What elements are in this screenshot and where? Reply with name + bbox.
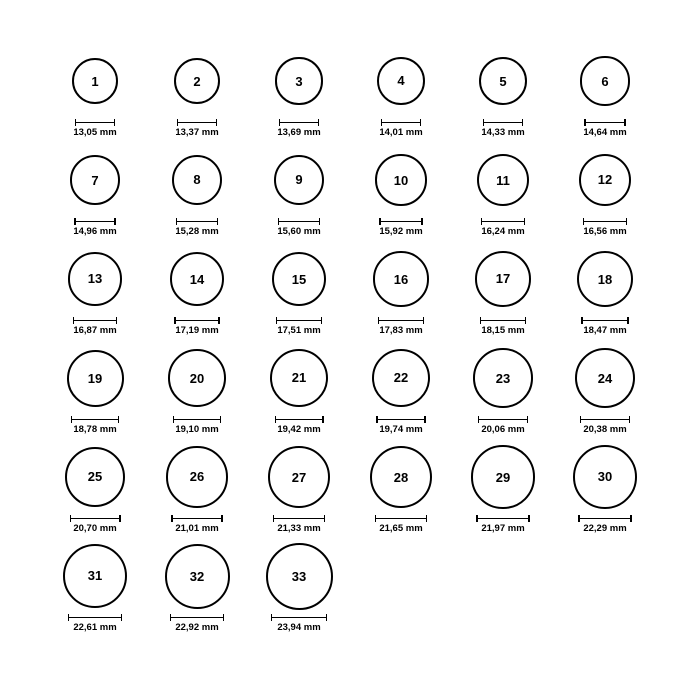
diameter-measure [175, 119, 218, 138]
diameter-label: 20,70 mm [73, 523, 117, 534]
diameter-measure [171, 515, 223, 534]
ring-circle-wrap [473, 341, 533, 415]
ring-circle [72, 58, 118, 104]
ring-size-number: 19 [87, 370, 103, 386]
diameter-label: 18,15 mm [481, 325, 525, 336]
ring-circle-wrap [579, 143, 632, 217]
ring-size-number: 11 [496, 172, 510, 188]
diameter-measure [476, 515, 529, 534]
ring-size-number: 12 [597, 172, 613, 188]
ring-circle-wrap [274, 143, 325, 217]
ring-circle-wrap [174, 44, 221, 118]
ring-size-cell [44, 44, 146, 143]
measure-bar-icon [71, 416, 119, 423]
measure-bar-icon [578, 515, 632, 522]
diameter-label: 21,65 mm [379, 523, 423, 534]
ring-size-number: 29 [495, 469, 511, 485]
diameter-label: 20,38 mm [583, 424, 627, 435]
measure-bar-icon [379, 218, 422, 225]
ring-size-cell [452, 242, 554, 341]
ring-size-number: 4 [397, 73, 405, 89]
measure-bar-icon [584, 119, 625, 126]
ring-circle [266, 543, 333, 610]
ring-size-number: 13 [87, 271, 103, 287]
diameter-label: 15,60 mm [277, 226, 321, 237]
diameter-measure [71, 416, 119, 435]
ring-circle [375, 154, 427, 206]
diameter-label: 15,92 mm [379, 226, 423, 237]
ring-circle [67, 350, 124, 407]
measure-bar-icon [278, 218, 321, 225]
ring-circle-wrap [67, 341, 124, 415]
ring-circle-wrap [372, 341, 431, 415]
ring-circle [477, 154, 529, 206]
ring-circle-wrap [63, 539, 127, 613]
measure-bar-icon [480, 317, 527, 324]
ring-size-number: 26 [189, 469, 205, 485]
diameter-label: 16,24 mm [481, 226, 525, 237]
diameter-label: 17,51 mm [277, 325, 321, 336]
diameter-measure [174, 317, 219, 336]
diameter-label: 21,33 mm [277, 523, 321, 534]
ring-circle [170, 252, 224, 306]
diameter-label: 22,61 mm [73, 622, 117, 633]
ring-size-cell [452, 440, 554, 539]
ring-size-cell [44, 143, 146, 242]
ring-circle-wrap [268, 440, 330, 514]
measure-bar-icon [74, 218, 116, 225]
ring-circle [68, 252, 121, 305]
ring-circle-wrap [166, 440, 227, 514]
ring-circle [579, 154, 632, 207]
diameter-measure [277, 218, 320, 237]
diameter-measure [581, 317, 628, 336]
measure-bar-icon [276, 317, 322, 324]
ring-circle-wrap [168, 341, 226, 415]
ring-circle-wrap [471, 440, 534, 514]
ring-size-cell [452, 143, 554, 242]
measure-bar-icon [173, 416, 221, 423]
ring-size-number: 14 [189, 271, 205, 287]
diameter-measure [73, 119, 116, 138]
ring-circle [174, 58, 221, 105]
ring-size-number: 16 [393, 271, 409, 287]
ring-size-cell [350, 143, 452, 242]
ring-size-cell [44, 341, 146, 440]
diameter-label: 20,06 mm [481, 424, 525, 435]
ring-size-number: 27 [291, 469, 307, 485]
diameter-measure [583, 218, 627, 237]
ring-circle-wrap [370, 440, 433, 514]
ring-circle-wrap [479, 44, 528, 118]
ring-size-number: 33 [291, 568, 307, 584]
diameter-measure [375, 515, 428, 534]
diameter-measure [275, 416, 324, 435]
measure-bar-icon [73, 317, 118, 324]
ring-circle-wrap [580, 44, 629, 118]
diameter-measure [271, 614, 327, 633]
ring-circle-wrap [577, 242, 634, 316]
diameter-measure [170, 614, 225, 633]
measure-bar-icon [177, 119, 217, 126]
measure-bar-icon [176, 218, 218, 225]
ring-size-cell [146, 440, 248, 539]
ring-size-cell [44, 242, 146, 341]
ring-circle-wrap [70, 143, 120, 217]
ring-size-cell [146, 341, 248, 440]
diameter-label: 16,87 mm [73, 325, 117, 336]
ring-size-number: 2 [193, 73, 201, 89]
diameter-measure [480, 317, 527, 336]
ring-circle-wrap [377, 44, 425, 118]
diameter-measure [70, 515, 121, 534]
ring-size-cell [44, 440, 146, 539]
measure-bar-icon [483, 119, 524, 126]
ring-size-number: 3 [295, 73, 303, 89]
ring-size-cell [146, 44, 248, 143]
ring-size-number: 7 [91, 172, 99, 188]
diameter-label: 18,78 mm [73, 424, 117, 435]
ring-circle-wrap [375, 143, 427, 217]
measure-bar-icon [481, 218, 525, 225]
ring-circle-wrap [72, 44, 118, 118]
diameter-measure [578, 515, 632, 534]
ring-circle-wrap [573, 440, 637, 514]
ring-circle-wrap [172, 143, 222, 217]
ring-circle [471, 445, 534, 508]
ring-size-cell [452, 44, 554, 143]
ring-size-number: 21 [291, 370, 307, 386]
ring-size-cell [146, 143, 248, 242]
ring-circle [275, 57, 322, 104]
diameter-label: 13,37 mm [175, 127, 219, 138]
measure-bar-icon [170, 614, 225, 621]
ring-size-number: 15 [291, 271, 307, 287]
ring-size-cell [350, 440, 452, 539]
diameter-label: 13,69 mm [277, 127, 321, 138]
measure-bar-icon [174, 317, 219, 324]
diameter-measure [379, 119, 422, 138]
measure-bar-icon [275, 416, 324, 423]
diameter-measure [583, 119, 626, 138]
measure-bar-icon [271, 614, 327, 621]
diameter-measure [175, 218, 218, 237]
ring-circle-wrap [575, 341, 635, 415]
measure-bar-icon [70, 515, 121, 522]
diameter-label: 13,05 mm [73, 127, 117, 138]
diameter-label: 19,74 mm [379, 424, 423, 435]
diameter-label: 21,97 mm [481, 523, 525, 534]
ring-circle [370, 446, 433, 509]
ring-circle [577, 251, 634, 308]
ring-size-cell [248, 440, 350, 539]
measure-bar-icon [580, 416, 631, 423]
ring-size-cell [350, 341, 452, 440]
measure-bar-icon [68, 614, 122, 621]
ring-circle-wrap [475, 242, 531, 316]
diameter-label: 19,10 mm [175, 424, 219, 435]
ring-size-number: 10 [393, 172, 409, 188]
diameter-label: 23,94 mm [277, 622, 321, 633]
diameter-measure [73, 218, 116, 237]
diameter-measure [376, 416, 426, 435]
diameter-label: 22,92 mm [175, 622, 219, 633]
diameter-label: 22,29 mm [583, 523, 627, 534]
ring-size-cell [554, 44, 656, 143]
diameter-label: 14,01 mm [379, 127, 423, 138]
measure-bar-icon [273, 515, 325, 522]
ring-circle-wrap [373, 242, 428, 316]
ring-circle-wrap [270, 341, 328, 415]
ring-size-cell [554, 440, 656, 539]
ring-size-number: 17 [495, 271, 511, 287]
ring-circle [165, 544, 230, 609]
ring-circle-wrap [68, 242, 121, 316]
ring-size-number: 25 [87, 469, 103, 485]
ring-circle-wrap [165, 539, 230, 613]
ring-circle-wrap [170, 242, 224, 316]
ring-size-cell [44, 539, 146, 638]
ring-circle [475, 251, 531, 307]
measure-bar-icon [381, 119, 421, 126]
ring-size-cell [554, 341, 656, 440]
ring-circle [268, 446, 330, 508]
ring-circle [70, 155, 120, 205]
measure-bar-icon [279, 119, 319, 126]
ring-size-number: 24 [597, 370, 613, 386]
ring-size-number: 22 [393, 370, 409, 386]
measure-bar-icon [75, 119, 115, 126]
ring-size-cell [452, 341, 554, 440]
ring-size-number: 23 [495, 370, 511, 386]
ring-circle [575, 348, 635, 408]
ring-circle-wrap [65, 440, 126, 514]
diameter-measure [378, 317, 424, 336]
measure-bar-icon [171, 515, 223, 522]
diameter-label: 14,33 mm [481, 127, 525, 138]
ring-circle [580, 56, 629, 105]
diameter-measure [277, 119, 320, 138]
ring-size-cell [248, 341, 350, 440]
ring-size-cell [554, 143, 656, 242]
diameter-label: 16,56 mm [583, 226, 627, 237]
measure-bar-icon [581, 317, 628, 324]
ring-size-cell [146, 242, 248, 341]
diameter-measure [173, 416, 221, 435]
ring-size-number: 9 [295, 172, 303, 188]
diameter-label: 18,47 mm [583, 325, 627, 336]
ring-size-number: 30 [597, 469, 613, 485]
ring-size-number: 32 [189, 568, 205, 584]
ring-size-cell [248, 242, 350, 341]
measure-bar-icon [375, 515, 428, 522]
ring-circle-wrap [275, 44, 322, 118]
ring-circle [172, 155, 222, 205]
ring-size-cell [248, 44, 350, 143]
ring-circle-wrap [477, 143, 529, 217]
ring-circle [473, 348, 533, 408]
diameter-measure [580, 416, 631, 435]
ring-circle [272, 252, 327, 307]
ring-size-cell [146, 539, 248, 638]
ring-size-cell [248, 143, 350, 242]
diameter-label: 17,19 mm [175, 325, 219, 336]
measure-bar-icon [378, 317, 424, 324]
ring-circle [63, 544, 127, 608]
ring-circle [65, 447, 126, 508]
ring-size-number: 20 [189, 370, 205, 386]
diameter-label: 21,01 mm [175, 523, 219, 534]
ring-circle [373, 251, 428, 306]
measure-bar-icon [583, 218, 627, 225]
ring-size-number: 18 [597, 271, 613, 287]
ring-size-cell [554, 242, 656, 341]
ring-size-cell [350, 44, 452, 143]
ring-size-number: 6 [601, 73, 609, 89]
ring-circle-wrap [266, 539, 333, 613]
ring-circle [573, 445, 637, 509]
ring-circle [168, 349, 226, 407]
ring-circle [479, 57, 528, 106]
ring-size-grid [44, 44, 656, 638]
measure-bar-icon [376, 416, 426, 423]
measure-bar-icon [478, 416, 528, 423]
diameter-measure [481, 119, 524, 138]
diameter-label: 17,83 mm [379, 325, 423, 336]
ring-circle [166, 446, 227, 507]
diameter-measure [478, 416, 528, 435]
diameter-measure [68, 614, 122, 633]
diameter-measure [276, 317, 322, 336]
ring-circle [270, 349, 328, 407]
ring-circle [377, 57, 425, 105]
ring-size-number: 28 [393, 469, 409, 485]
ring-size-cell [248, 539, 350, 638]
ring-size-number: 8 [193, 172, 201, 188]
diameter-label: 14,96 mm [73, 226, 117, 237]
ring-size-number: 31 [87, 568, 103, 584]
ring-circle-wrap [272, 242, 327, 316]
diameter-measure [273, 515, 325, 534]
ring-size-number: 1 [91, 73, 99, 89]
ring-circle [274, 155, 325, 206]
ring-size-cell [350, 242, 452, 341]
diameter-label: 14,64 mm [583, 127, 627, 138]
measure-bar-icon [476, 515, 529, 522]
diameter-measure [481, 218, 525, 237]
diameter-measure [73, 317, 118, 336]
ring-circle [372, 349, 431, 408]
diameter-label: 15,28 mm [175, 226, 219, 237]
ring-size-number: 5 [499, 73, 507, 89]
diameter-measure [379, 218, 422, 237]
diameter-label: 19,42 mm [277, 424, 321, 435]
